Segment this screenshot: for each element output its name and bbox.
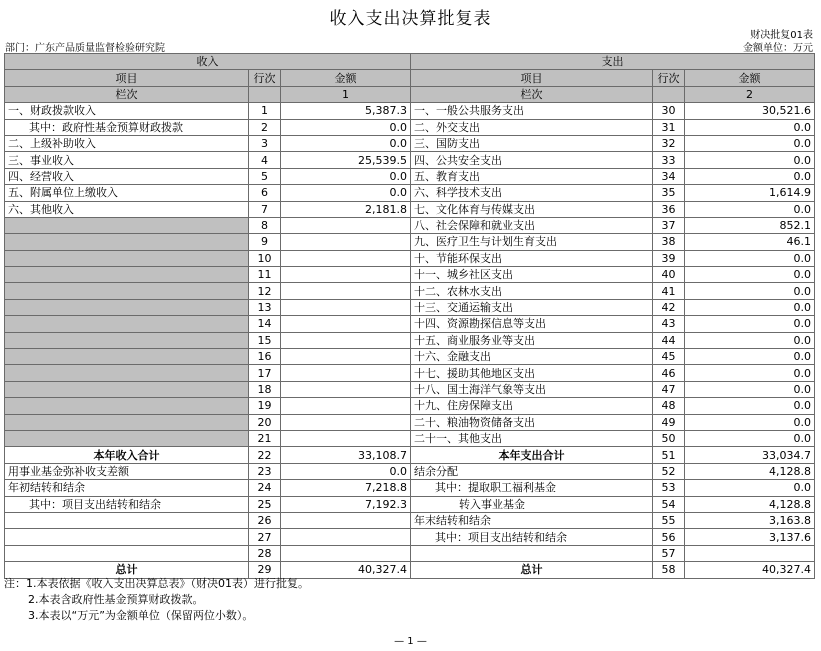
expense-item-label: 十四、资源勘探信息等支出 [411,316,653,332]
column-index-empty [653,86,685,102]
expense-item-label: 十、节能环保支出 [411,250,653,266]
income-item-label [5,267,249,283]
table-row [5,349,815,365]
income-item-label [5,283,249,299]
income-row-number: 1 [249,103,281,119]
income-amount: 40,327.4 [281,562,411,578]
expense-row-number: 32 [653,135,685,151]
expense-amount: 852.1 [685,217,815,233]
form-code: 财决批复01表 [750,30,813,41]
income-amount [281,267,411,283]
income-amount: 7,192.3 [281,496,411,512]
income-item-label [5,299,249,315]
expense-row-number: 39 [653,250,685,266]
expense-amount: 1,614.9 [685,185,815,201]
expense-item-label: 四、公共安全支出 [411,152,653,168]
income-amount [281,283,411,299]
income-row-number: 28 [249,545,281,561]
expense-row-number: 47 [653,381,685,397]
income-item-label: 五、附属单位上缴收入 [5,185,249,201]
expense-row-number: 44 [653,332,685,348]
income-amount: 0.0 [281,185,411,201]
income-row-number: 15 [249,332,281,348]
income-item-label [5,234,249,250]
table-row [5,398,815,414]
expense-amount: 0.0 [685,283,815,299]
expense-amount: 0.0 [685,119,815,135]
expense-row-number: 33 [653,152,685,168]
income-amount: 0.0 [281,463,411,479]
income-amount [281,299,411,315]
expense-amount: 0.0 [685,201,815,217]
expense-row-number: 35 [653,185,685,201]
header-row-sections [5,54,815,70]
expense-row-number: 50 [653,430,685,446]
expense-item-label: 本年支出合计 [411,447,653,463]
column-index-1: 1 [281,86,411,102]
income-amount [281,430,411,446]
footnote-1: 注：1.本表依据《收入支出决算总表》（财决01表）进行批复。 [4,577,309,590]
expense-amount: 0.0 [685,152,815,168]
income-row-number: 16 [249,349,281,365]
table-row [5,103,815,119]
expense-amount: 0.0 [685,349,815,365]
income-amount [281,316,411,332]
column-index-empty [249,86,281,102]
income-row-number: 18 [249,381,281,397]
expense-item-label: 十三、交通运输支出 [411,299,653,315]
expense-item-label: 三、国防支出 [411,135,653,151]
column-header-amount: 金额 [281,70,411,86]
expense-row-number: 54 [653,496,685,512]
expense-row-number: 36 [653,201,685,217]
table-row [5,119,815,135]
footnote-3: 3.本表以“万元”为金额单位（保留两位小数）。 [28,609,254,622]
expense-row-number: 45 [653,349,685,365]
income-row-number: 3 [249,135,281,151]
income-amount: 0.0 [281,119,411,135]
income-amount [281,512,411,528]
expense-row-number: 55 [653,512,685,528]
footnotes [4,576,309,624]
income-item-label [5,414,249,430]
income-row-number: 17 [249,365,281,381]
column-index-2: 2 [685,86,815,102]
income-row-number: 26 [249,512,281,528]
expense-row-number: 58 [653,562,685,578]
income-row-number: 4 [249,152,281,168]
expense-item-label: 七、文化体育与传媒支出 [411,201,653,217]
income-item-label: 年初结转和结余 [5,480,249,496]
income-row-number: 10 [249,250,281,266]
expense-row-number: 51 [653,447,685,463]
expense-amount: 33,034.7 [685,447,815,463]
expense-item-label: 八、社会保障和就业支出 [411,217,653,233]
expense-row-number: 52 [653,463,685,479]
expense-row-number: 34 [653,168,685,184]
expense-amount: 0.0 [685,299,815,315]
expense-item-label: 五、教育支出 [411,168,653,184]
expense-amount: 3,137.6 [685,529,815,545]
expense-row-number: 53 [653,480,685,496]
income-amount [281,234,411,250]
income-item-label: 其中：政府性基金预算财政拨款 [5,119,249,135]
column-index-label: 栏次 [5,86,249,102]
expense-item-label: 九、医疗卫生与计划生育支出 [411,234,653,250]
expense-amount: 40,327.4 [685,562,815,578]
expense-row-number: 31 [653,119,685,135]
income-amount: 0.0 [281,168,411,184]
expense-row-number: 43 [653,316,685,332]
budget-table [4,53,815,579]
footnote-2: 2.本表含政府性基金预算财政拨款。 [28,593,204,606]
income-amount [281,414,411,430]
income-amount: 5,387.3 [281,103,411,119]
table-row [5,234,815,250]
income-row-number: 12 [249,283,281,299]
column-header-amount: 金额 [685,70,815,86]
income-item-label: 三、事业收入 [5,152,249,168]
table-row [5,217,815,233]
income-item-label [5,512,249,528]
expense-row-number: 40 [653,267,685,283]
income-item-label [5,365,249,381]
table-row [5,463,815,479]
income-amount [281,398,411,414]
expense-item-label: 年末结转和结余 [411,512,653,528]
table-row [5,168,815,184]
expense-amount: 0.0 [685,332,815,348]
income-item-label [5,316,249,332]
income-row-number: 6 [249,185,281,201]
income-row-number: 20 [249,414,281,430]
expense-row-number: 38 [653,234,685,250]
income-item-label [5,217,249,233]
table-row [5,529,815,545]
expense-row-number: 49 [653,414,685,430]
table-row [5,512,815,528]
page-number: — 1 — [394,636,427,647]
expense-amount: 0.0 [685,381,815,397]
table-row [5,480,815,496]
income-row-number: 14 [249,316,281,332]
column-index-label: 栏次 [411,86,653,102]
department-label: 部门：广东产品质量监督检验研究院 [5,43,165,54]
income-item-label: 总计 [5,562,249,578]
expense-row-number: 57 [653,545,685,561]
expense-item-label: 其中：提取职工福利基金 [411,480,653,496]
expense-amount: 4,128.8 [685,463,815,479]
expense-row-number: 42 [653,299,685,315]
income-row-number: 8 [249,217,281,233]
income-row-number: 5 [249,168,281,184]
column-header-row-no: 行次 [653,70,685,86]
expense-amount [685,545,815,561]
expense-amount: 46.1 [685,234,815,250]
income-item-label [5,529,249,545]
table-row [5,332,815,348]
expense-item-label: 二十一、其他支出 [411,430,653,446]
expense-item-label: 结余分配 [411,463,653,479]
column-header-item: 项目 [411,70,653,86]
income-item-label [5,332,249,348]
table-row [5,283,815,299]
income-amount [281,365,411,381]
expense-row-number: 56 [653,529,685,545]
expense-amount: 0.0 [685,250,815,266]
table-row [5,381,815,397]
income-item-label: 二、上级补助收入 [5,135,249,151]
expense-amount: 0.0 [685,414,815,430]
table-row [5,250,815,266]
expense-item-label [411,545,653,561]
expense-item-label: 转入事业基金 [411,496,653,512]
table-row [5,545,815,561]
income-item-label: 六、其他收入 [5,201,249,217]
expense-section-header: 支出 [411,54,815,70]
income-amount [281,250,411,266]
expense-item-label: 十一、城乡社区支出 [411,267,653,283]
income-item-label [5,250,249,266]
amount-unit-label: 金额单位：万元 [743,43,813,54]
income-item-label: 一、财政拨款收入 [5,103,249,119]
income-item-label [5,381,249,397]
expense-row-number: 30 [653,103,685,119]
income-item-label [5,545,249,561]
income-amount [281,545,411,561]
table-body [5,103,815,578]
income-amount [281,381,411,397]
income-item-label [5,398,249,414]
table-row [5,267,815,283]
expense-amount: 0.0 [685,267,815,283]
expense-item-label: 六、科学技术支出 [411,185,653,201]
table-row [5,185,815,201]
expense-item-label: 一、一般公共服务支出 [411,103,653,119]
income-section-header: 收入 [5,54,411,70]
expense-row-number: 41 [653,283,685,299]
expense-item-label: 其中：项目支出结转和结余 [411,529,653,545]
expense-amount: 0.0 [685,398,815,414]
table-row [5,365,815,381]
expense-amount: 0.0 [685,430,815,446]
income-amount [281,217,411,233]
income-row-number: 13 [249,299,281,315]
table-row [5,201,815,217]
income-item-label: 其中：项目支出结转和结余 [5,496,249,512]
income-row-number: 25 [249,496,281,512]
header-row-column-index [5,86,815,102]
income-row-number: 21 [249,430,281,446]
expense-amount: 3,163.8 [685,512,815,528]
income-amount: 2,181.8 [281,201,411,217]
expense-amount: 0.0 [685,135,815,151]
income-amount: 0.0 [281,135,411,151]
income-amount [281,529,411,545]
expense-amount: 0.0 [685,316,815,332]
income-row-number: 22 [249,447,281,463]
income-item-label: 本年收入合计 [5,447,249,463]
table-row [5,316,815,332]
expense-item-label: 十六、金融支出 [411,349,653,365]
income-item-label [5,349,249,365]
expense-amount: 4,128.8 [685,496,815,512]
table-row [5,135,815,151]
expense-item-label: 十九、住房保障支出 [411,398,653,414]
column-header-item: 项目 [5,70,249,86]
expense-item-label: 二十、粮油物资储备支出 [411,414,653,430]
expense-item-label: 十五、商业服务业等支出 [411,332,653,348]
income-item-label: 用事业基金弥补收支差额 [5,463,249,479]
table-row [5,299,815,315]
header-row-columns [5,70,815,86]
income-item-label: 四、经营收入 [5,168,249,184]
income-amount [281,349,411,365]
table-row [5,414,815,430]
income-amount: 7,218.8 [281,480,411,496]
expense-item-label: 二、外交支出 [411,119,653,135]
income-item-label [5,430,249,446]
income-row-number: 24 [249,480,281,496]
table-row [5,447,815,463]
income-amount [281,332,411,348]
expense-item-label: 十七、援助其他地区支出 [411,365,653,381]
income-row-number: 29 [249,562,281,578]
expense-amount: 30,521.6 [685,103,815,119]
table-row [5,430,815,446]
income-row-number: 7 [249,201,281,217]
income-row-number: 19 [249,398,281,414]
expense-amount: 0.0 [685,168,815,184]
expense-item-label: 十二、农林水支出 [411,283,653,299]
table-row [5,496,815,512]
income-amount: 33,108.7 [281,447,411,463]
expense-item-label: 十八、国土海洋气象等支出 [411,381,653,397]
income-row-number: 11 [249,267,281,283]
expense-amount: 0.0 [685,480,815,496]
table-row [5,152,815,168]
expense-item-label: 总计 [411,562,653,578]
income-row-number: 23 [249,463,281,479]
column-header-row-no: 行次 [249,70,281,86]
income-row-number: 27 [249,529,281,545]
income-row-number: 2 [249,119,281,135]
expense-row-number: 48 [653,398,685,414]
page-title: 收入支出决算批复表 [329,9,492,29]
expense-row-number: 46 [653,365,685,381]
income-amount: 25,539.5 [281,152,411,168]
income-row-number: 9 [249,234,281,250]
expense-row-number: 37 [653,217,685,233]
expense-amount: 0.0 [685,365,815,381]
